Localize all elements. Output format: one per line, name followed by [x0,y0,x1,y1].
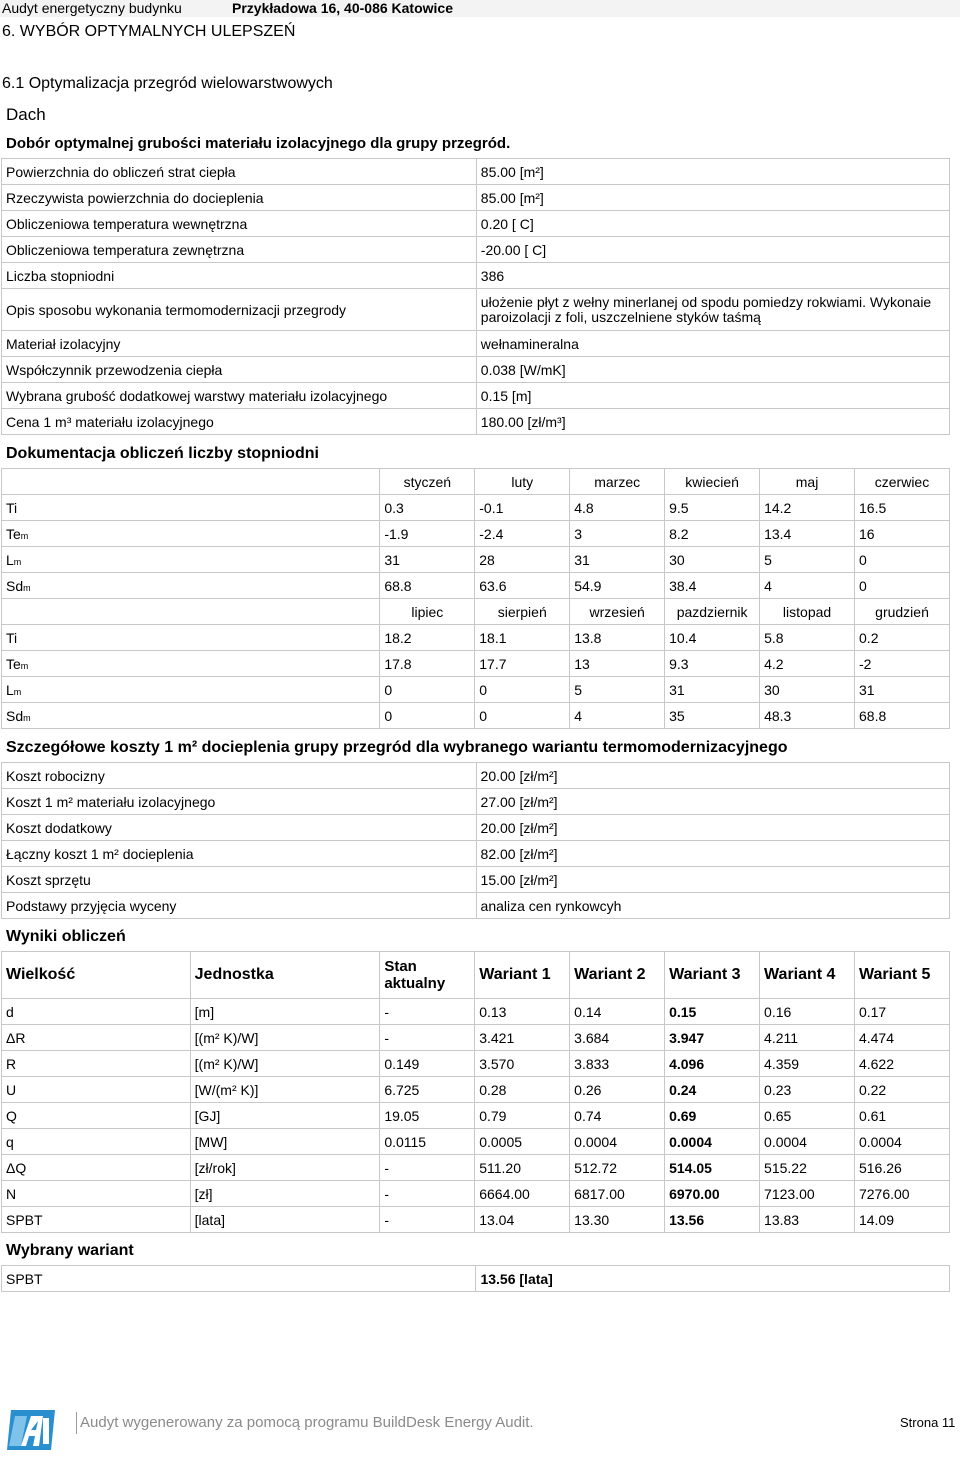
parameter-value: 0.20 [ C] [476,211,949,237]
results-cell: 0.13 [475,999,570,1025]
month-header: sierpień [475,599,570,625]
month-header: listopad [760,599,855,625]
results-header-cell: Jednostka [190,952,380,999]
results-cell: - [380,1155,475,1181]
results-cell: 3.421 [475,1025,570,1051]
results-cell: 0.0004 [570,1129,665,1155]
parameter-row [2,383,950,409]
results-row [2,1025,950,1051]
results-cell: 0.65 [760,1103,855,1129]
parameter-value: -20.00 [ C] [476,237,949,263]
subsection-title: 6.1 Optymalizacja przegród wielowarstwowych [2,75,333,92]
results-cell: 14.09 [854,1207,949,1233]
results-cell: 0.15 [665,999,760,1025]
degree-row-label [2,547,380,573]
degree-row-label-main: Sd [6,707,24,724]
degree-row-label-subscript: m [13,556,22,567]
results-header-cell: Wielkość [2,952,191,999]
cost-value: 20.00 [zł/m²] [476,815,949,841]
results-cell: 6.725 [380,1077,475,1103]
parameter-label: Wybrana grubość dodatkowej warstwy materiału izolacyjnego [2,383,477,409]
parameter-value: ułożenie płyt z wełny minerlanej od spodu pomiedzy rokwiami. Wykonaie paroizolacji z foli, uszczelniene styków taśmą [476,289,949,331]
results-row [2,999,950,1025]
results-cell: ΔR [2,1025,191,1051]
degree-value: 0 [855,573,950,599]
results-header-cell: Wariant 3 [665,952,760,999]
degree-data-row [2,495,950,521]
results-cell: [MW] [190,1129,380,1155]
degree-value: -1.9 [380,521,475,547]
cost-value: 20.00 [zł/m²] [476,763,949,789]
degree-value: 0 [475,677,570,703]
parameter-value: 0.15 [m] [476,383,949,409]
degree-value: 5.8 [760,625,855,651]
degree-value: 16 [855,521,950,547]
month-header: wrzesień [570,599,665,625]
degree-value: -2 [855,651,950,677]
results-cell: 0.61 [854,1103,949,1129]
degree-data-row [2,521,950,547]
degree-value: 18.1 [475,625,570,651]
degree-value: 4 [570,703,665,729]
results-cell: 0.26 [570,1077,665,1103]
results-cell: 13.04 [475,1207,570,1233]
cost-row [2,841,950,867]
degree-month-header-row [2,599,950,625]
cost-label: Podstawy przyjęcia wyceny [2,893,477,919]
results-title: Wyniki obliczeń [6,928,126,945]
cost-label: Łączny koszt 1 m² docieplenia [2,841,477,867]
degree-value: 4.8 [570,495,665,521]
results-cell: - [380,1181,475,1207]
cost-row [2,867,950,893]
results-cell: [W/(m² K)] [190,1077,380,1103]
results-cell: 7123.00 [760,1181,855,1207]
degree-days-title: Dokumentacja obliczeń liczby stopniodni [6,445,319,462]
degree-value: 31 [380,547,475,573]
results-row [2,1181,950,1207]
results-header-cell: Wariant 4 [760,952,855,999]
results-cell: 0.0115 [380,1129,475,1155]
parameter-label: Rzeczywista powierzchnia do docieplenia [2,185,477,211]
degree-value: 4.2 [760,651,855,677]
results-row [2,1051,950,1077]
results-cell: 7276.00 [854,1181,949,1207]
degree-value: -2.4 [475,521,570,547]
results-cell: 3.570 [475,1051,570,1077]
selected-variant-title: Wybrany wariant [6,1242,134,1259]
month-header: marzec [570,469,665,495]
parameter-row [2,357,950,383]
parameter-value: 85.00 [m²] [476,159,949,185]
results-cell: [lata] [190,1207,380,1233]
results-cell: 3.833 [570,1051,665,1077]
results-cell: 0.0005 [475,1129,570,1155]
results-cell: [zł] [190,1181,380,1207]
month-header: luty [475,469,570,495]
results-row [2,1077,950,1103]
results-cell: 0.16 [760,999,855,1025]
results-cell: [zł/rok] [190,1155,380,1181]
degree-value: 0 [855,547,950,573]
results-cell: 0.24 [665,1077,760,1103]
parameter-row [2,331,950,357]
results-cell: 4.622 [854,1051,949,1077]
degree-value: 31 [855,677,950,703]
degree-data-row [2,651,950,677]
results-cell: 4.359 [760,1051,855,1077]
degree-value: 28 [475,547,570,573]
cost-label: Koszt robocizny [2,763,477,789]
optimization-title: Dobór optymalnej grubości materiału izolacyjnego dla grupy przegród. [6,135,511,152]
results-cell: 0.28 [475,1077,570,1103]
parameter-label: Opis sposobu wykonania termomodernizacji przegrody [2,289,477,331]
degree-value: 68.8 [380,573,475,599]
degree-days-table [1,468,950,729]
results-header-cell: Wariant 2 [570,952,665,999]
degree-row-label [2,625,380,651]
degree-value: 0.2 [855,625,950,651]
parameter-value: 85.00 [m²] [476,185,949,211]
results-cell: d [2,999,191,1025]
degree-value: 38.4 [665,573,760,599]
group-name: Dach [6,105,46,124]
results-cell: SPBT [2,1207,191,1233]
parameter-label: Obliczeniowa temperatura wewnętrzna [2,211,477,237]
cost-row [2,815,950,841]
month-header: lipiec [380,599,475,625]
cost-label: Koszt dodatkowy [2,815,477,841]
selected-variant-value: 13.56 [lata] [476,1266,950,1292]
results-cell: 13.30 [570,1207,665,1233]
cost-label: Koszt 1 m² materiału izolacyjnego [2,789,477,815]
results-cell: 514.05 [665,1155,760,1181]
degree-header-empty [2,599,380,625]
degree-row-label-main: Te [6,655,21,672]
results-cell: Q [2,1103,191,1129]
parameter-label: Powierzchnia do obliczeń strat ciepła [2,159,477,185]
results-cell: 6817.00 [570,1181,665,1207]
cost-row [2,763,950,789]
degree-value: 16.5 [855,495,950,521]
parameter-label: Współczynnik przewodzenia ciepła [2,357,477,383]
results-cell: N [2,1181,191,1207]
selected-variant-row [2,1266,950,1292]
results-cell: 516.26 [854,1155,949,1181]
month-header: kwiecień [665,469,760,495]
degree-row-label [2,495,380,521]
degree-value: 48.3 [760,703,855,729]
results-cell: 0.17 [854,999,949,1025]
degree-row-label-main: Te [6,525,21,542]
month-header: styczeń [380,469,475,495]
degree-row-label [2,573,380,599]
results-cell: - [380,1207,475,1233]
degree-value: 31 [665,677,760,703]
degree-value: 14.2 [760,495,855,521]
results-cell: 515.22 [760,1155,855,1181]
results-cell: 6970.00 [665,1181,760,1207]
parameter-label: Liczba stopniodni [2,263,477,289]
degree-value: 17.7 [475,651,570,677]
selected-variant-table [1,1265,950,1292]
degree-value: 9.3 [665,651,760,677]
degree-value: 0 [475,703,570,729]
selected-variant-label: SPBT [2,1266,476,1292]
cost-row [2,789,950,815]
degree-row-label [2,651,380,677]
results-header-cell: Wariant 1 [475,952,570,999]
results-cell: 4.096 [665,1051,760,1077]
results-cell: 3.947 [665,1025,760,1051]
cost-value: 15.00 [zł/m²] [476,867,949,893]
parameter-row [2,237,950,263]
degree-value: 17.8 [380,651,475,677]
results-cell: 3.684 [570,1025,665,1051]
degree-data-row [2,703,950,729]
results-cell: [GJ] [190,1103,380,1129]
degree-value: 30 [760,677,855,703]
results-row [2,1207,950,1233]
degree-value: 0 [380,677,475,703]
degree-row-label [2,703,380,729]
results-cell: [(m² K)/W] [190,1051,380,1077]
degree-value: 35 [665,703,760,729]
parameter-row [2,263,950,289]
degree-value: 5 [570,677,665,703]
cost-title: Szczegółowe koszty 1 m² docieplenia grupy przegród dla wybranego wariantu termomodernizacyjnego [6,739,788,756]
results-cell: 0.22 [854,1077,949,1103]
parameter-row [2,159,950,185]
results-cell: 4.474 [854,1025,949,1051]
degree-value: 13.8 [570,625,665,651]
cost-value: 82.00 [zł/m²] [476,841,949,867]
parameter-row [2,185,950,211]
degree-row-label-main: Sd [6,577,24,594]
results-row [2,1103,950,1129]
degree-month-header-row [2,469,950,495]
cost-label: Koszt sprzętu [2,867,477,893]
results-header-cell: Wariant 5 [854,952,949,999]
degree-value: 54.9 [570,573,665,599]
degree-row-label-subscript: m [20,660,29,671]
degree-row-label-main: L [6,681,14,698]
footer-separator [76,1412,77,1434]
degree-value: 9.5 [665,495,760,521]
degree-row-label-subscript: m [23,582,31,593]
results-cell: q [2,1129,191,1155]
degree-value: 31 [570,547,665,573]
results-cell: [(m² K)/W] [190,1025,380,1051]
degree-row-label-subscript: m [23,712,31,723]
header-address: Przykładowa 16, 40-086 Katowice [232,0,453,16]
degree-value: 18.2 [380,625,475,651]
degree-value: 63.6 [475,573,570,599]
results-cell: ΔQ [2,1155,191,1181]
parameter-value: wełnamineralna [476,331,949,357]
degree-row-label-subscript: m [13,686,22,697]
results-cell: 6664.00 [475,1181,570,1207]
results-cell: 0.0004 [665,1129,760,1155]
parameter-label: Obliczeniowa temperatura zewnętrzna [2,237,477,263]
results-row [2,1155,950,1181]
month-header: maj [760,469,855,495]
parameter-label: Cena 1 m³ materiału izolacyjnego [2,409,477,435]
results-header-row [2,952,950,999]
results-cell: 0.0004 [760,1129,855,1155]
results-cell: 0.79 [475,1103,570,1129]
results-cell: 0.74 [570,1103,665,1129]
results-cell: 0.23 [760,1077,855,1103]
month-header: czerwiec [855,469,950,495]
results-cell: - [380,999,475,1025]
degree-row-label-main: Ti [6,499,18,516]
degree-header-empty [2,469,380,495]
results-table [1,951,950,1233]
degree-data-row [2,573,950,599]
cost-value: analiza cen rynkowcyh [476,893,949,919]
results-cell: - [380,1025,475,1051]
degree-value: 0 [380,703,475,729]
header-document-title: Audyt energetyczny budynku [2,0,182,16]
degree-data-row [2,625,950,651]
page-header [0,0,960,17]
results-cell: 511.20 [475,1155,570,1181]
results-cell: 0.69 [665,1103,760,1129]
results-cell: 4.211 [760,1025,855,1051]
degree-row-label-main: L [6,551,14,568]
parameter-label: Materiał izolacyjny [2,331,477,357]
degree-value: 68.8 [855,703,950,729]
results-header-cell: Stan aktualny [380,952,475,999]
results-cell: 0.0004 [854,1129,949,1155]
degree-row-label-subscript: m [20,530,29,541]
section-title: 6. WYBÓR OPTYMALNYCH ULEPSZEŃ [2,23,296,40]
cost-table [1,762,950,919]
degree-row-label [2,677,380,703]
degree-value: 4 [760,573,855,599]
degree-value: 13.4 [760,521,855,547]
parameter-row [2,409,950,435]
degree-value: 8.2 [665,521,760,547]
results-cell: U [2,1077,191,1103]
cost-row [2,893,950,919]
degree-data-row [2,677,950,703]
results-cell: R [2,1051,191,1077]
month-header: grudzień [855,599,950,625]
degree-value: 0.3 [380,495,475,521]
degree-row-label-main: Ti [6,629,18,646]
parameter-value: 0.038 [W/mK] [476,357,949,383]
results-cell: [m] [190,999,380,1025]
results-cell: 0.149 [380,1051,475,1077]
degree-value: 5 [760,547,855,573]
degree-data-row [2,547,950,573]
parameters-table [1,158,950,435]
degree-value: -0.1 [475,495,570,521]
parameter-value: 386 [476,263,949,289]
builddesk-logo-icon [5,1408,57,1452]
footer-text: Audyt wygenerowany za pomocą programu BuildDesk Energy Audit. [80,1414,534,1431]
results-cell: 512.72 [570,1155,665,1181]
cost-value: 27.00 [zł/m²] [476,789,949,815]
month-header: pazdziernik [665,599,760,625]
results-row [2,1129,950,1155]
degree-value: 3 [570,521,665,547]
results-cell: 0.14 [570,999,665,1025]
parameter-row [2,289,950,331]
parameter-value: 180.00 [zł/m³] [476,409,949,435]
degree-value: 13 [570,651,665,677]
degree-value: 30 [665,547,760,573]
results-cell: 13.56 [665,1207,760,1233]
results-cell: 19.05 [380,1103,475,1129]
parameter-row [2,211,950,237]
page-number: Strona 11 [900,1415,956,1430]
degree-value: 10.4 [665,625,760,651]
degree-row-label [2,521,380,547]
results-cell: 13.83 [760,1207,855,1233]
